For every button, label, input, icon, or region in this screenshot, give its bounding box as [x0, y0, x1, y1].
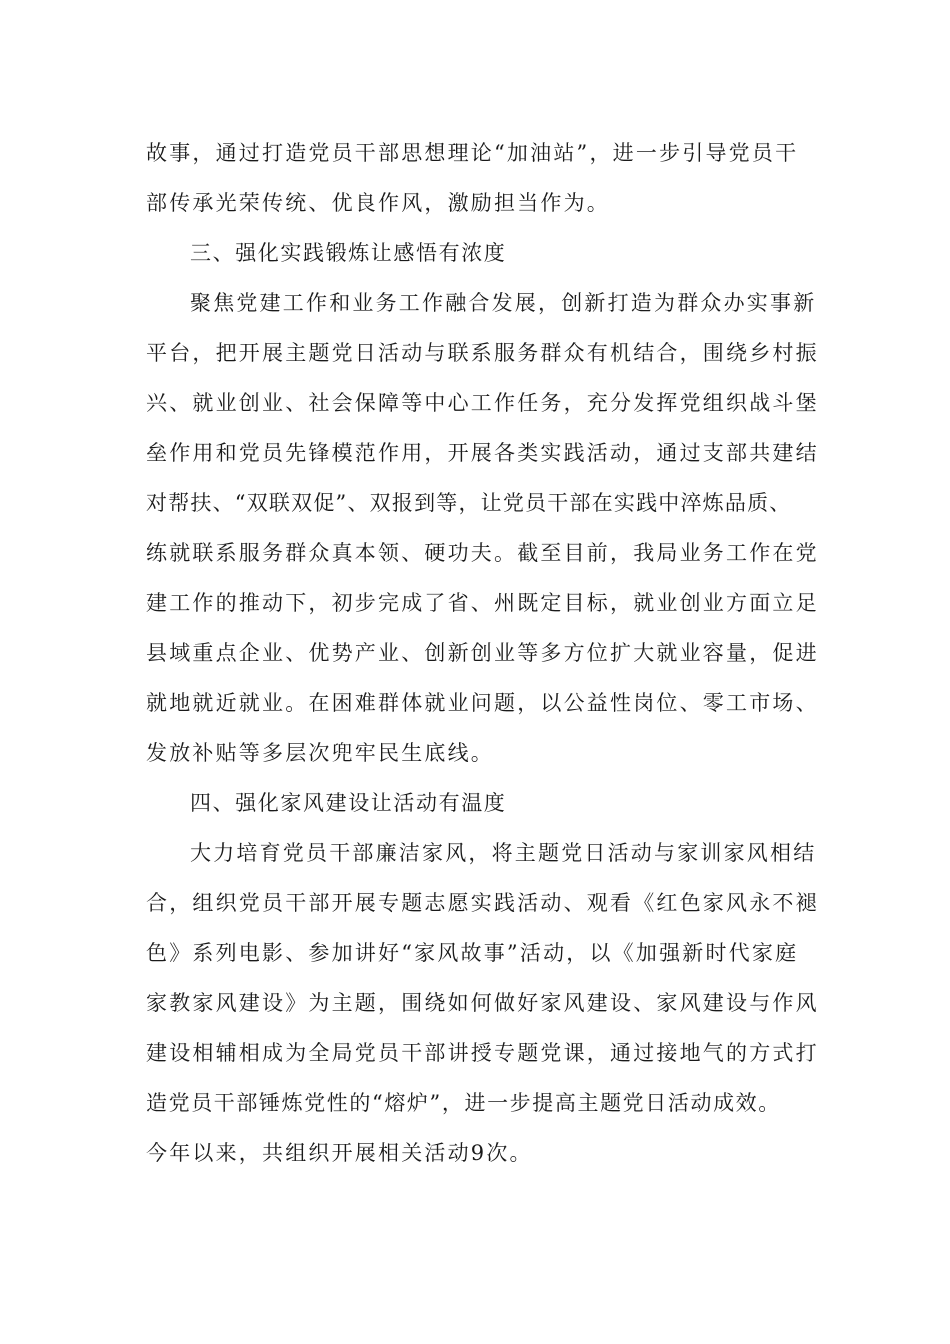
paragraph-line: 平台，把开展主题党日活动与联系服务群众有机结合，围绕乡村振 [146, 341, 819, 365]
paragraph-line: 家教家风建设》为主题，围绕如何做好家风建设、家风建设与作风 [146, 991, 819, 1015]
paragraph-line: 垒作用和党员先锋模范作用，开展各类实践活动，通过支部共建结 [146, 441, 819, 465]
paragraph-line: 建工作的推动下，初步完成了省、州既定目标，就业创业方面立足 [146, 591, 819, 615]
paragraph-line: 练就联系服务群众真本领、硬功夫。截至目前，我局业务工作在党 [146, 541, 819, 565]
paragraph-line: 故事，通过打造党员干部思想理论“加油站”，进一步引导党员干 [146, 141, 799, 165]
paragraph-line: 县域重点企业、优势产业、创新创业等多方位扩大就业容量，促进 [146, 641, 819, 665]
paragraph-line: 兴、就业创业、社会保障等中心工作任务，充分发挥党组织战斗堡 [146, 391, 819, 415]
paragraph-line: 发放补贴等多层次兜牢民生底线。 [146, 741, 494, 765]
section-heading-4: 四、强化家风建设让活动有温度 [190, 791, 507, 815]
paragraph-line: 部传承光荣传统、优良作风，激励担当作为。 [146, 191, 610, 215]
paragraph-line: 合，组织党员干部开展专题志愿实践活动、观看《红色家风永不褪 [146, 891, 819, 915]
paragraph-line: 对帮扶、“双联双促”、双报到等，让党员干部在实践中淬炼品质、 [146, 491, 792, 515]
section-heading-3: 三、强化实践锻炼让感悟有浓度 [190, 241, 507, 265]
paragraph-line: 建设相辅相成为全局党员干部讲授专题党课，通过接地气的方式打 [146, 1041, 819, 1065]
paragraph-line: 就地就近就业。在困难群体就业问题，以公益性岗位、零工市场、 [146, 691, 819, 715]
paragraph-line: 大力培育党员干部廉洁家风，将主题党日活动与家训家风相结 [190, 841, 817, 865]
paragraph-line: 聚焦党建工作和业务工作融合发展，创新打造为群众办实事新 [190, 291, 817, 315]
document-body [146, 128, 819, 1178]
paragraph-line: 今年以来，共组织开展相关活动9次。 [146, 1141, 533, 1165]
paragraph-line: 色》系列电影、参加讲好“家风故事”活动，以《加强新时代家庭 [146, 941, 799, 965]
paragraph-line: 造党员干部锤炼党性的“熔炉”，进一步提高主题党日活动成效。 [146, 1091, 781, 1115]
